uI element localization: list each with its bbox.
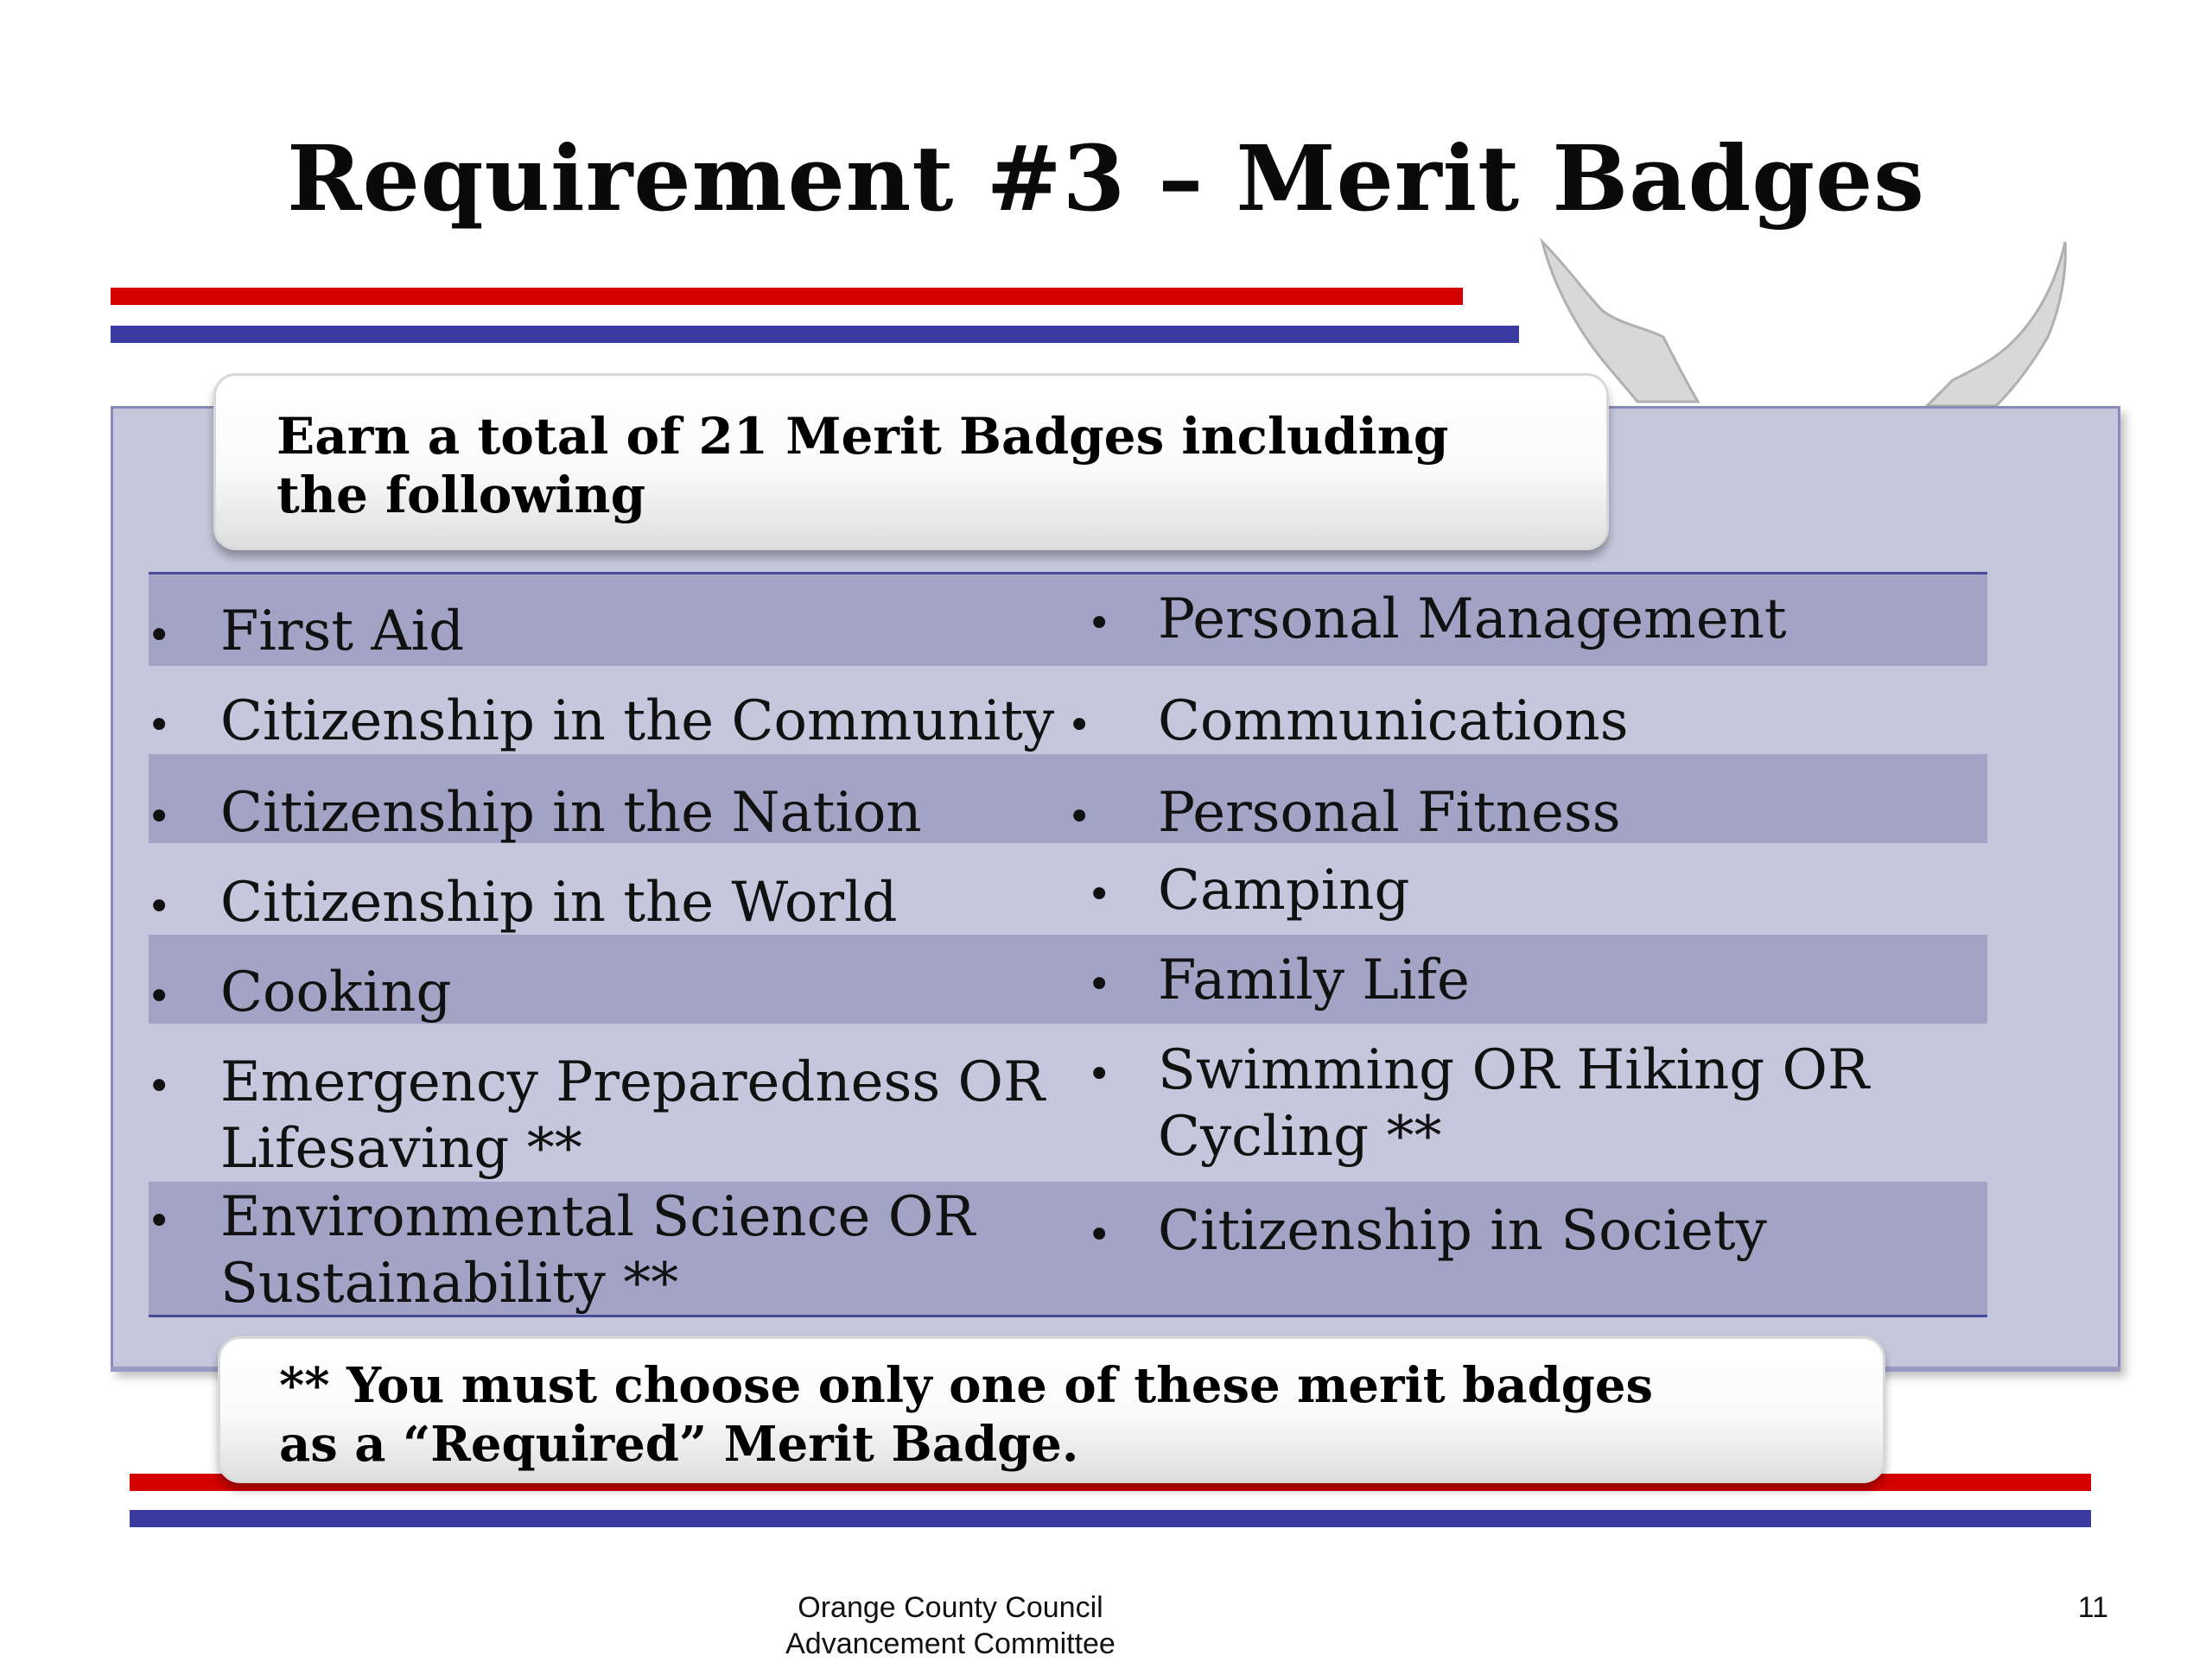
footer-line-2: Advancement Committee bbox=[785, 1627, 1116, 1660]
bullet-icon: • bbox=[1067, 701, 1092, 750]
bullet-icon: • bbox=[147, 1197, 172, 1246]
slide-title: Requirement #3 – Merit Badges bbox=[287, 125, 1925, 232]
list-item: Cooking bbox=[220, 961, 452, 1024]
bullet-icon: • bbox=[1087, 961, 1112, 1009]
list-item: Camping bbox=[1158, 859, 1410, 923]
list-item: Swimming OR Hiking OR bbox=[1158, 1038, 1870, 1102]
list-item-continuation: Lifesaving ** bbox=[220, 1117, 582, 1181]
list-item: Citizenship in the World bbox=[220, 871, 898, 935]
bullet-icon: • bbox=[147, 793, 172, 841]
bullet-icon: • bbox=[1087, 1211, 1112, 1259]
intro-line-1: Earn a total of 21 Merit Badges including bbox=[276, 407, 1449, 466]
list-item: Personal Management bbox=[1158, 587, 1787, 651]
list-item: Communications bbox=[1158, 689, 1629, 753]
list-item: Personal Fitness bbox=[1158, 781, 1621, 845]
footer-organization bbox=[743, 1589, 1158, 1662]
bullet-icon: • bbox=[147, 612, 172, 660]
note-callout bbox=[218, 1336, 1885, 1483]
bullet-icon: • bbox=[147, 1063, 172, 1111]
list-item: Citizenship in Society bbox=[1158, 1199, 1767, 1263]
list-item: Family Life bbox=[1158, 948, 1470, 1012]
blue-stripe-top bbox=[111, 326, 1519, 343]
red-stripe-top bbox=[111, 288, 1463, 305]
page-number: 11 bbox=[2077, 1591, 2108, 1624]
intro-line-2: the following bbox=[276, 466, 646, 524]
bullet-icon: • bbox=[147, 973, 172, 1021]
list-item: Environmental Science OR bbox=[220, 1185, 976, 1249]
list-item: Citizenship in the Nation bbox=[220, 781, 922, 845]
list-item: Emergency Preparedness OR bbox=[220, 1050, 1046, 1114]
bullet-icon: • bbox=[147, 883, 172, 931]
bullet-icon: • bbox=[1087, 871, 1112, 919]
note-line-1: ** You must choose only one of these merit badges bbox=[279, 1357, 1654, 1414]
list-item: Citizenship in the Community bbox=[220, 689, 1055, 753]
note-line-2: as a “Required” Merit Badge. bbox=[279, 1416, 1079, 1473]
intro-callout bbox=[213, 373, 1609, 550]
bullet-icon: • bbox=[1087, 1050, 1112, 1099]
list-item-continuation: Sustainability ** bbox=[220, 1252, 679, 1316]
eagle-wing-right-icon bbox=[1918, 238, 2074, 406]
footer-line-1: Orange County Council bbox=[798, 1591, 1103, 1624]
bullet-icon: • bbox=[1087, 599, 1112, 648]
bullet-icon: • bbox=[1067, 793, 1092, 841]
list-item: First Aid bbox=[220, 599, 465, 663]
list-item-continuation: Cycling ** bbox=[1158, 1105, 1442, 1169]
blue-stripe-bottom bbox=[130, 1510, 2091, 1527]
bullet-icon: • bbox=[147, 701, 172, 750]
